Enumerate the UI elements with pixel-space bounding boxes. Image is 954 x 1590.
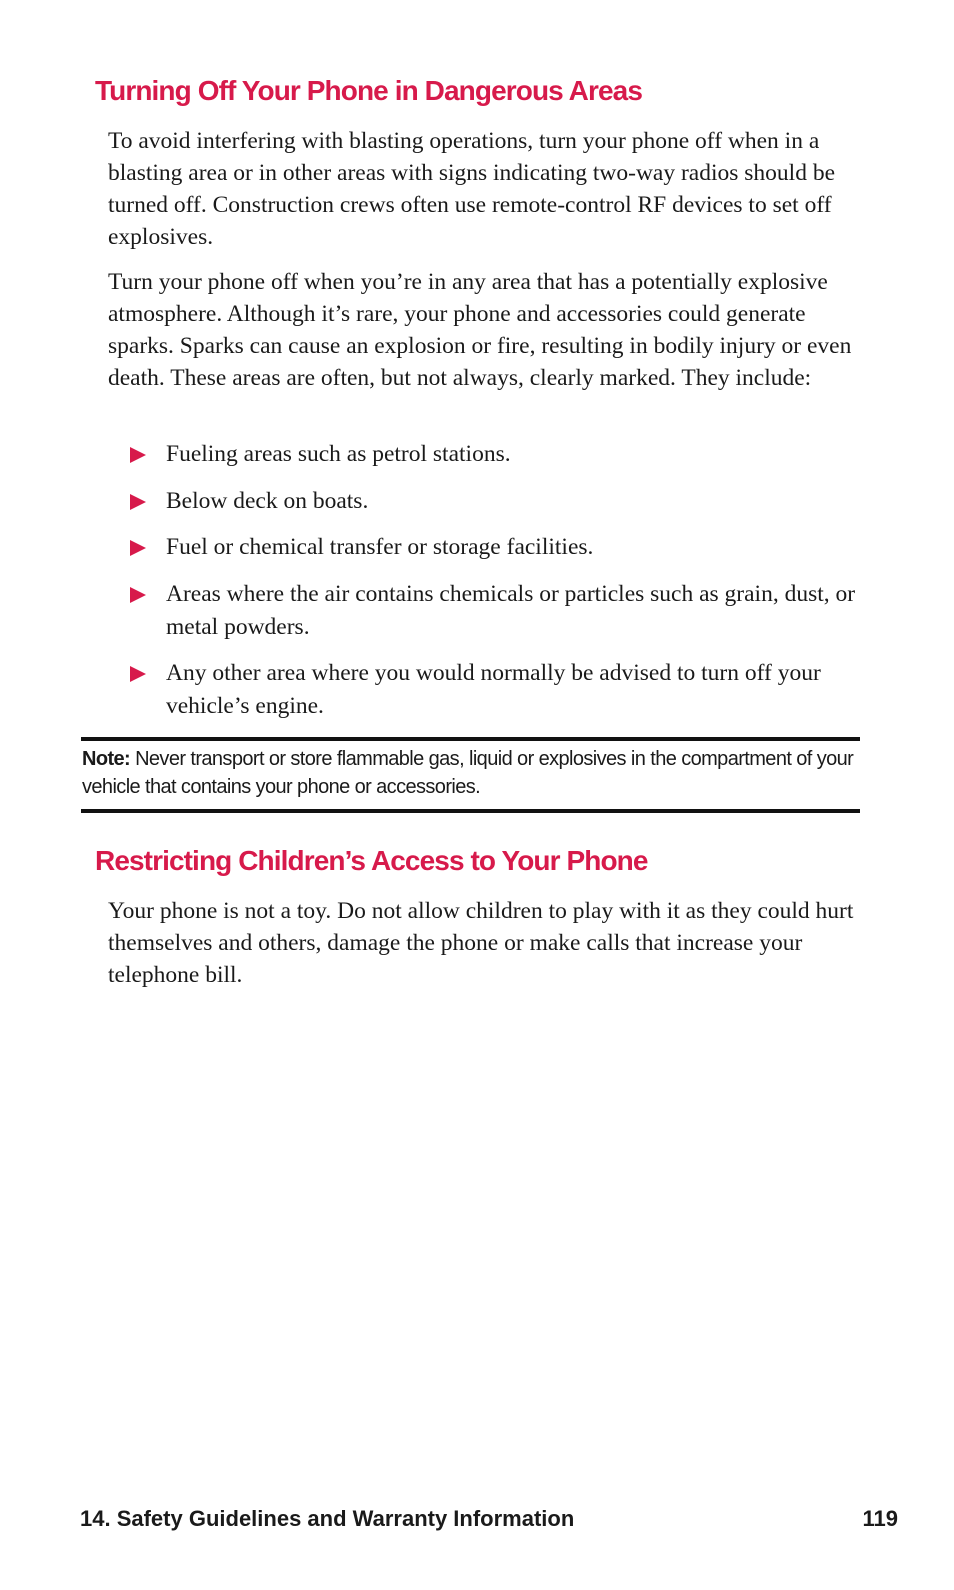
paragraph-blasting: To avoid interfering with blasting operations, turn your phone off when in a blasting area or in other areas with signs indicating two-way radios should be turned off. Construction crews often use remote-control RF devices to set off explosives. (108, 128, 836, 250)
paragraph-not-a-toy: Your phone is not a toy. Do not allow children to play with it as they could hurt themselves and others, damage the phone or make calls that increase your telephone bill. (108, 898, 854, 988)
list-item-text: Any other area where you would normally be advised to turn off your vehicle’s engine. (166, 660, 821, 719)
hazard-list (130, 438, 870, 737)
list-item (130, 578, 870, 644)
note-text: Never transport or store flammable gas, liquid or explosives in the compartment of your vehicle that contains your phone or accessories. (82, 748, 854, 798)
bullet-arrow-icon (130, 540, 146, 556)
page-number: 119 (862, 1506, 898, 1531)
paragraph-explosive-atmosphere: Turn your phone off when you’re in any area that has a potentially explosive atmosphere. Although it’s rare, your phone and accessories could generate sparks. Sparks can cause an explosion or fire, resulting in bodily injury or even death. These areas are often, but not always, clearly marked. They include: (108, 269, 852, 391)
note-label: Note: (82, 748, 131, 770)
list-item (130, 438, 870, 471)
bullet-arrow-icon (130, 447, 146, 463)
section-heading-childrens-access: Restricting Children’s Access to Your Phone (95, 845, 648, 876)
note-bottom-divider (81, 809, 860, 813)
note-box (82, 745, 862, 801)
list-item-text: Below deck on boats. (166, 487, 369, 514)
footer-chapter-title: 14. Safety Guidelines and Warranty Information (80, 1506, 575, 1531)
list-item (130, 657, 870, 723)
bullet-arrow-icon (130, 494, 146, 510)
list-item (130, 531, 870, 564)
list-item-text: Areas where the air contains chemicals or particles such as grain, dust, or metal powders. (166, 580, 856, 640)
note-top-divider (81, 737, 860, 741)
list-item (130, 485, 870, 518)
section-heading-dangerous-areas: Turning Off Your Phone in Dangerous Areas (95, 75, 642, 106)
bullet-arrow-icon (130, 666, 146, 682)
bullet-arrow-icon (130, 587, 146, 603)
list-item-text: Fueling areas such as petrol stations. (166, 441, 511, 467)
list-item-text: Fuel or chemical transfer or storage facilities. (166, 534, 594, 560)
